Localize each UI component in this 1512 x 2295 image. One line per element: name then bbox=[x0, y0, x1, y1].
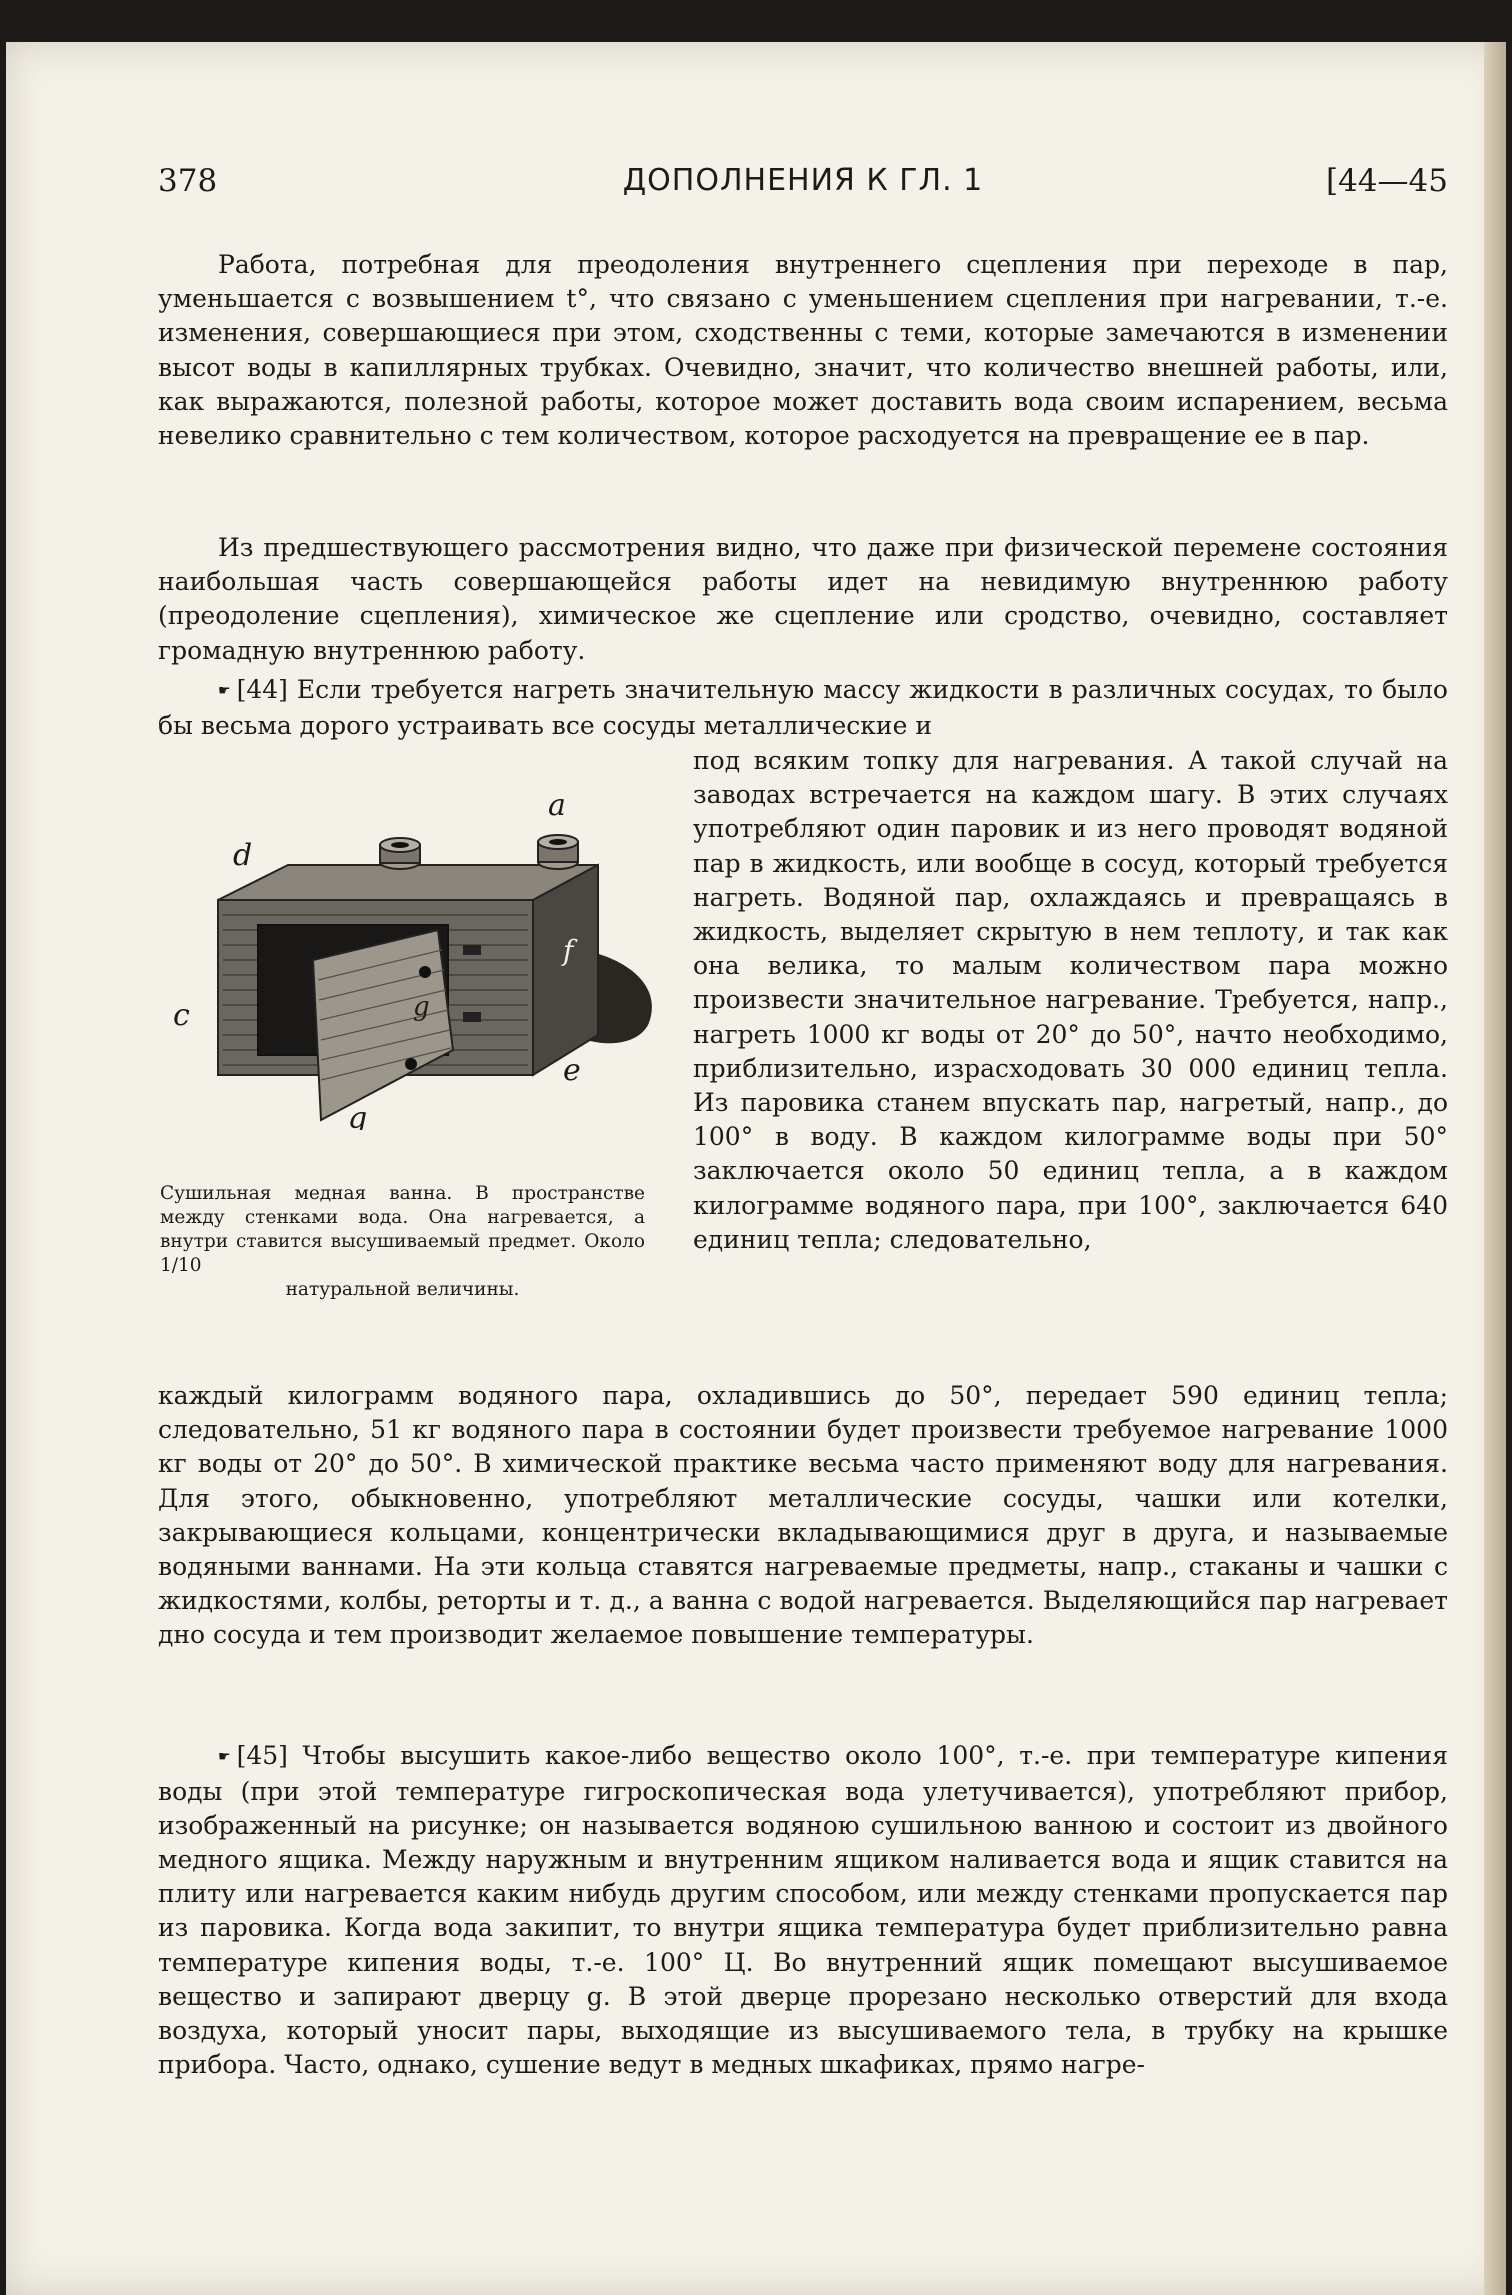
label-g-bottom: g bbox=[348, 1101, 368, 1130]
label-d: d bbox=[233, 838, 253, 873]
running-header bbox=[158, 163, 1448, 207]
label-g-door: g bbox=[413, 992, 430, 1022]
page-edge bbox=[1484, 42, 1506, 2295]
section-range: [44—45 bbox=[1326, 163, 1448, 199]
label-e: e bbox=[563, 1053, 581, 1088]
footnote-marker-icon: ☛ bbox=[218, 1749, 231, 1766]
drying-bath-illustration bbox=[163, 790, 663, 1130]
figure-caption bbox=[160, 1182, 645, 1302]
footnote-marker-icon: ☛ bbox=[218, 683, 231, 700]
chapter-title: ДОПОЛНЕНИЯ К ГЛ. 1 bbox=[622, 163, 984, 198]
paragraph-45-text: [45] Чтобы высушить какое-либо вещество около 100°, т.-е. при температуре кипения воды (при этой температуре гигроскопическая вода улетучивается), употребляют прибор, изображенный на рисунке; он называется водяною сушильною ванною и состоит из двойного медного ящика. Между наружным и внутренним ящиком наливается вода и ящик ставится на плиту или нагревается каким нибудь другим способом, или между стенками пропускается пар из паровика. Когда вода закипит, то внутри ящика температура будет приблизительно равна температуре кипения воды, т.-е. 100° Ц. Во внутренний ящик помещают высушиваемое вещество и запирают дверцу g. В этой дверце прорезано несколько отверстий для входа воздуха, который уносит пары, выходящие из высушиваемого тела, в трубку на крышке прибора. Часто, однако, сушение ведут в медных шкафиках, прямо нагре- bbox=[158, 1741, 1448, 2080]
drying-bath-figure bbox=[163, 790, 663, 1130]
label-c: c bbox=[173, 998, 190, 1033]
paragraph-44-continued: каждый килограмм водяного пара, охладившись до 50°, передает 590 единиц тепла; следовательно, 51 кг водяного пара в состоянии будет произвести требуемое нагревание 1000 кг воды от 20° до 50°. В химической практике весьма часто применяют воду для нагревания. Для этого, обыкновенно, употребляют металлические сосуды, чашки или котелки, закрывающиеся кольцами, концентрически вкладывающимися друг в друга, и называемые водяными ваннами. На эти кольца ставятся нагреваемые предметы, напр., стаканы и чашки с жидкостями, колбы, реторты и т. д., а ванна с водой нагревается. Выделяющийся пар нагревает дно сосуда и тем производит желаемое повышение температуры. bbox=[158, 1381, 1448, 1650]
label-f: f bbox=[563, 934, 574, 967]
paragraph-45 bbox=[158, 1739, 1448, 2082]
caption-last-line: натуральной величины. bbox=[285, 1279, 520, 1300]
page-number: 378 bbox=[158, 163, 218, 199]
paragraph-physical-change: Из предшествующего рассмотрения видно, что даже при физической перемене состояния наибольшая часть совершающейся работы идет на невидимую внутреннюю работу (преодоление сцепления), химическое же сцепление или сродство, очевидно, составляет громадную внутреннюю работу. bbox=[158, 533, 1448, 665]
paragraph-44-wrapped: под всяким топку для нагревания. А такой случай на заводах встречается на каждом шагу. В этих случаях употребляют один паровик и из него проводят водяной пар в жидкость, или вообще в сосуд, который требуется нагреть. Водяной пар, охлаждаясь и превращаясь в жидкость, выделяет скрытую в нем теплоту, и так как она велика, то малым количеством пара можно произвести значительное нагревание. Требуется, напр., нагреть 1000 кг воды от 20° до 50°, начто необходимо, приблизительно, израсходовать 30 000 единиц тепла. Из паровика станем впускать пар, нагретый, напр., до 100° в воду. В каждом килограмме воды при 50° заключается около 50 единиц тепла, а в каждом килограмме водяного пара, при 100°, заключается 640 единиц тепла; следовательно, bbox=[693, 746, 1448, 1254]
caption-text: Сушильная медная ванна. В пространстве между стенками вода. Она нагревается, а внутри ставится высушиваемый предмет. Около 1/10 bbox=[160, 1183, 645, 1276]
paragraph-44-start bbox=[158, 673, 1448, 743]
label-a: a bbox=[548, 790, 566, 823]
paragraph-work-cohesion: Работа, потребная для преодоления внутреннего сцепления при переходе в пар, уменьшается с возвышением t°, что связано с уменьшением сцепления при нагревании, т.-е. изменения, совершающиеся при этом, сходственны с теми, которые замечаются в изменении высот воды в капиллярных трубках. Очевидно, значит, что количество внешней работы, или, как выражаются, полезной работы, которое может доставить вода своим испарением, весьма невелико сравнительно с тем количеством, которое расходуется на превращение ее в пар. bbox=[158, 250, 1448, 451]
paragraph-44-lead: [44] Если требуется нагреть значительную массу жидкости в различных сосудах, то было бы весьма дорого устраивать все сосуды металлические и bbox=[158, 675, 1448, 740]
